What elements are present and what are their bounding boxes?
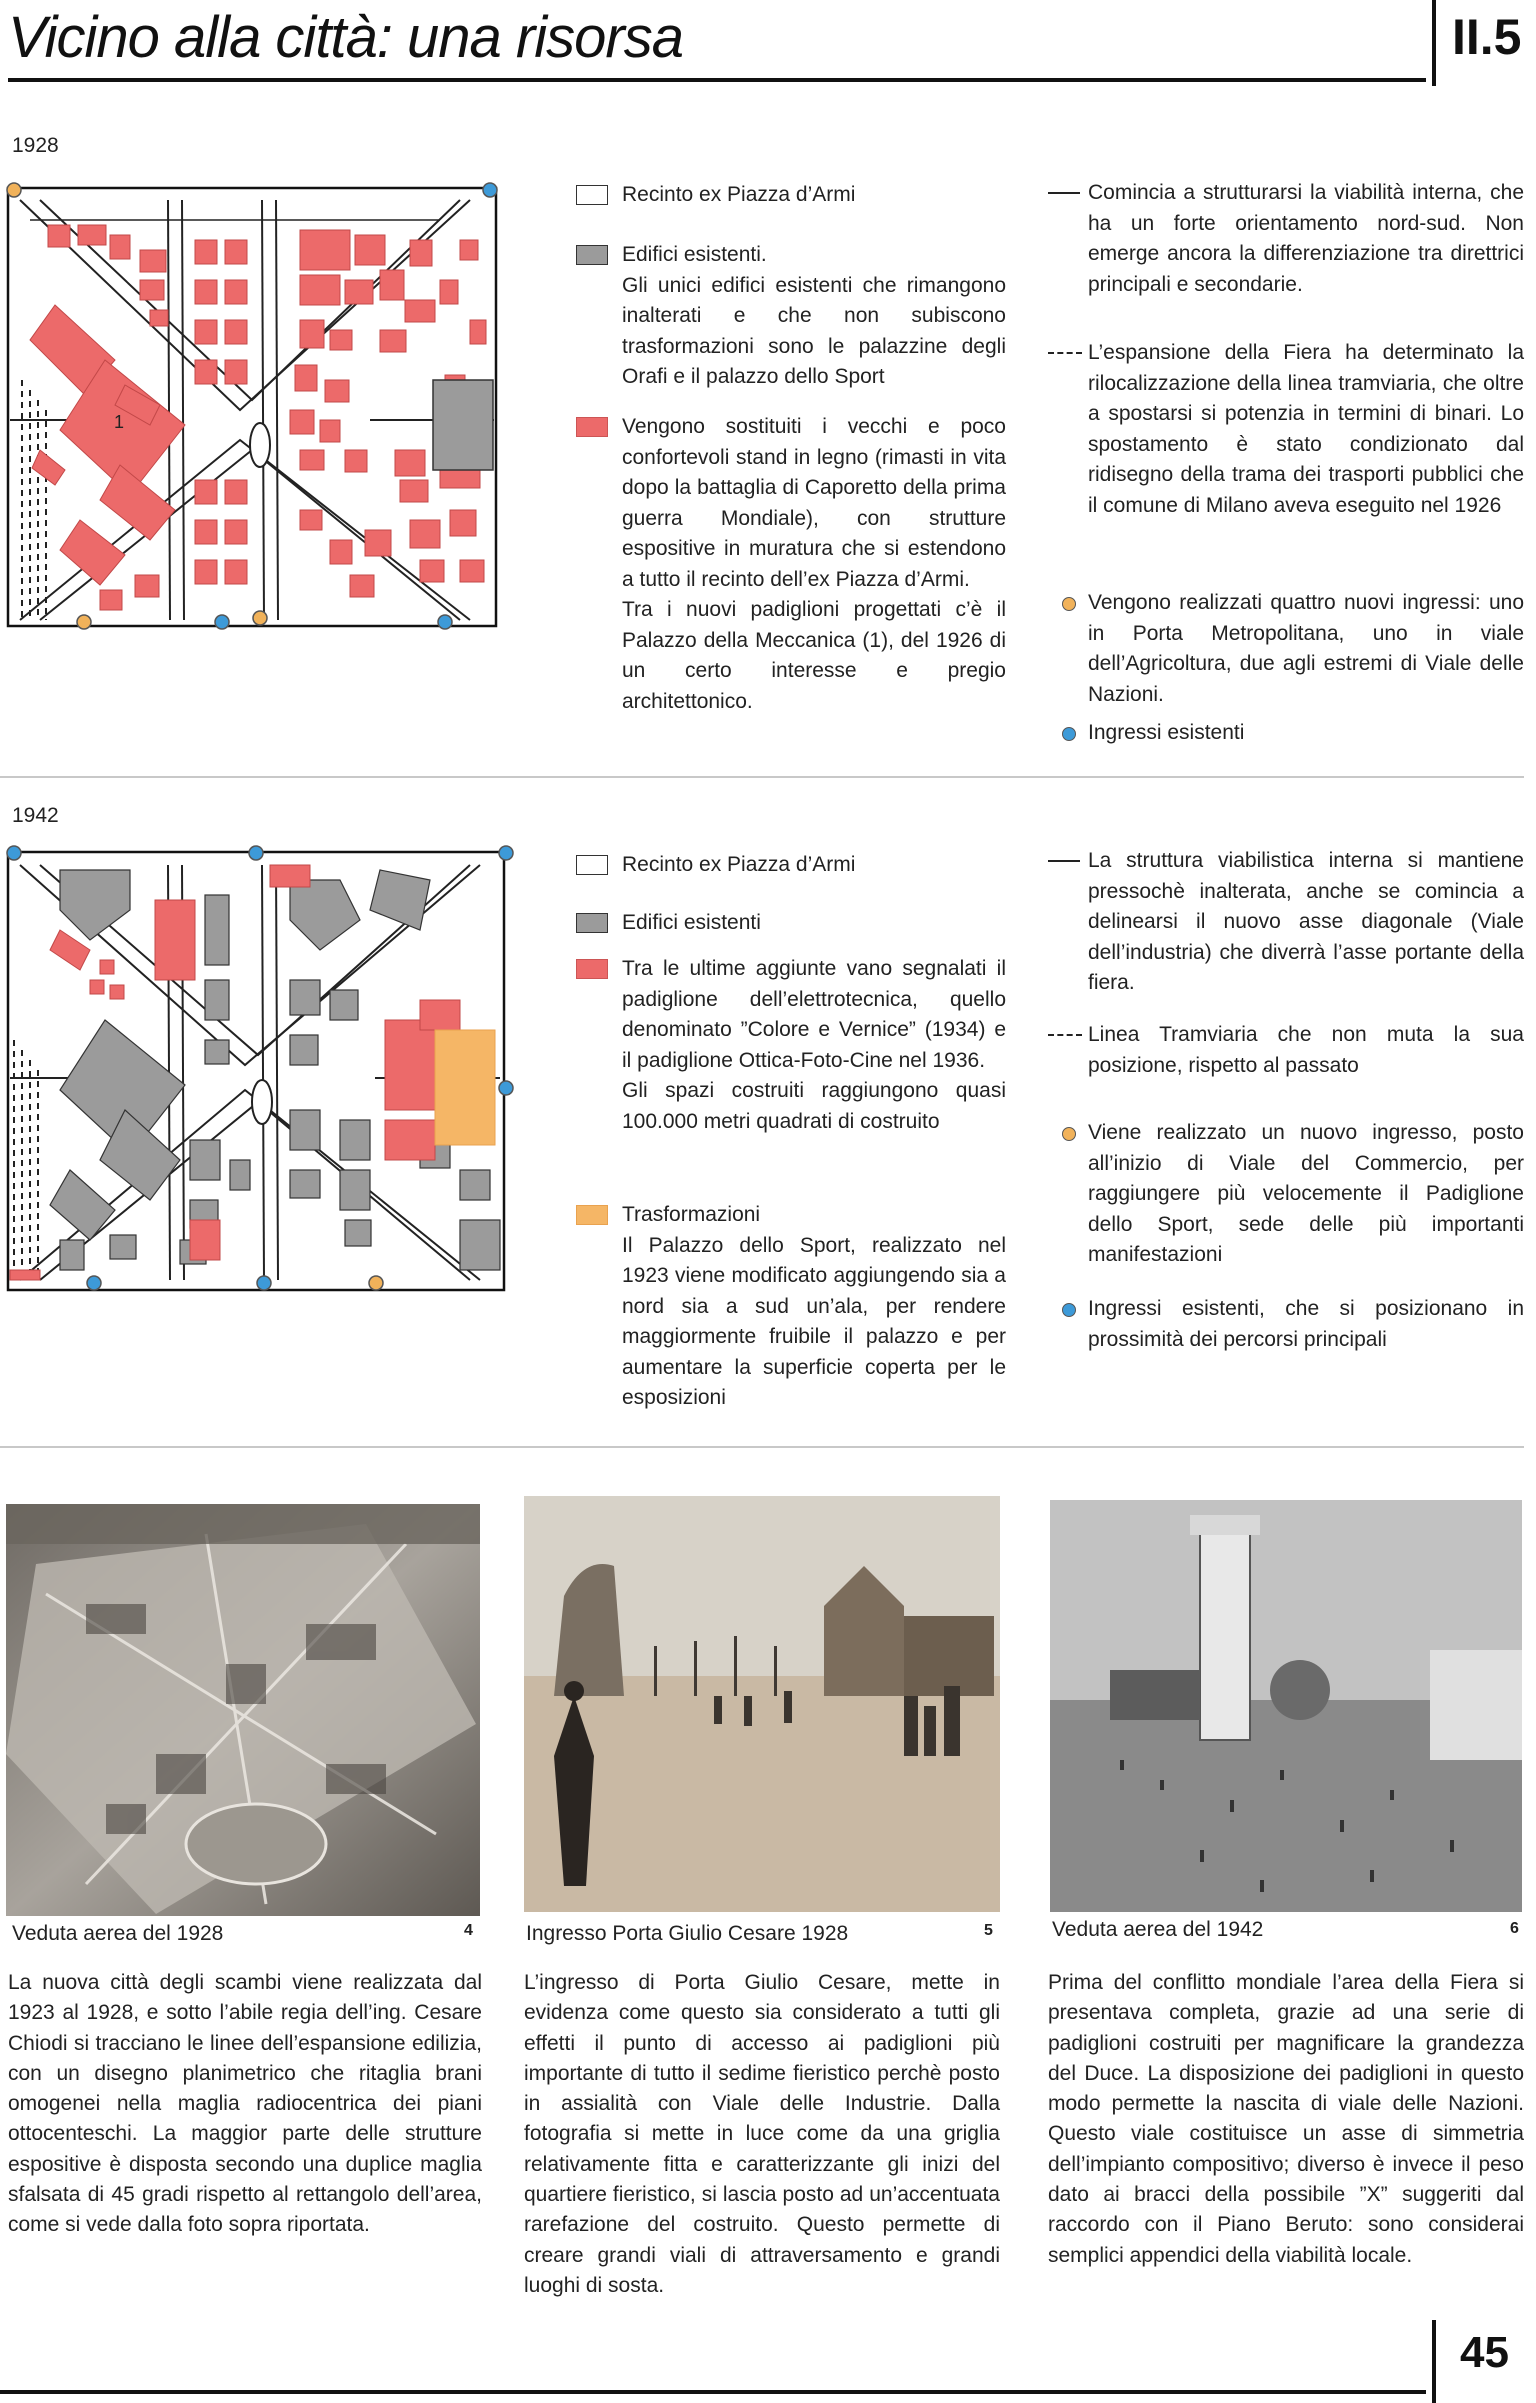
transform-body: Il Palazzo dello Sport, realizzato nel 1923 viene modificato aggiungendo sia a nord sia a sud un’ala, per rendere maggiormente fruibile il palazzo e per aumentare la superficie coperta per le esposizioni [622, 1233, 1006, 1409]
road-line-marker [1048, 860, 1080, 862]
new-swatch [576, 417, 608, 437]
note-tram-1942: Linea Tramviaria che non muta la sua posizione, rispetto al passato [1048, 1020, 1524, 1081]
separator-1 [0, 776, 1524, 778]
legend-existing-1928 [576, 240, 1006, 393]
figure-number-4: 4 [464, 1922, 473, 1939]
new-body: Tra le ultime aggiunte vano segnalati il padiglione dell’elettrotecnica, quello denominato ”Colore e Vernice” (1934) e il padiglione Ottica-Foto-Cine nel 1936. [622, 957, 1006, 1072]
map-1942 [0, 840, 515, 1300]
page-number: 45 [1460, 2328, 1509, 2377]
photo-aerial-1928 [6, 1504, 480, 1916]
recinto-swatch [576, 185, 608, 205]
year-label-1942: 1942 [12, 804, 59, 827]
new-entrance-dot [1062, 597, 1076, 611]
footer-divider [1432, 2320, 1436, 2403]
caption-photo-5: Ingresso Porta Giulio Cesare 1928 [526, 1922, 849, 1945]
year-label-1928: 1928 [12, 134, 59, 157]
paragraph-col-3: Prima del conflitto mondiale l’area della Fiera si presentava completa, grazie ad una serie di padiglioni costruiti per magnificare la grandezza del Duce. La disposizione dei padiglioni in questo modo permette la nascita di viale delle Nazioni. Questo viale costituisce un asse di simmetria dell’impianto compositivo; diverso è invece il peso dato ai bracci della possibile ”X” suggeriti dal raccordo con il Piano Beruto: sono considerai semplici appendici della viabilità locale. [1048, 1971, 1524, 2267]
header-divider [1432, 0, 1436, 86]
caption-photo-6: Veduta aerea del 1942 [1052, 1918, 1264, 1941]
note-new-entrances-1928: Vengono realizzati quattro nuovi ingressi: uno in Porta Metropolitana, uno in viale dell’Agricoltura, due agli estremi di Viale delle Nazioni. [1048, 588, 1524, 710]
title-rule [8, 78, 1426, 82]
figure-number-6: 6 [1510, 1920, 1519, 1937]
note-existing-entrances-1928: Ingressi esistenti [1048, 718, 1524, 749]
road-line-marker [1048, 192, 1080, 194]
footer-rule [0, 2390, 1426, 2394]
new-entrance-dot [1062, 1127, 1076, 1141]
separator-2 [0, 1446, 1524, 1448]
legend-recinto-1928: Recinto ex Piazza d’Armi [576, 180, 1006, 211]
photo-porta-giulio-cesare [524, 1496, 1000, 1912]
legend-existing-1942: Edifici esistenti [576, 908, 1006, 939]
new-body-2: Gli spazi costruiti raggiungono quasi 100.000 metri quadrati di costruito [622, 1079, 1006, 1133]
existing-body: Gli unici edifici esistenti che rimangono inalterati e che non subiscono trasformazioni sono le palazzine degli Orafi e il palazzo dello Sport [622, 273, 1006, 388]
existing-swatch [576, 913, 608, 933]
legend-new-1942 [576, 954, 1006, 1137]
section-code: II.5 [1452, 9, 1522, 65]
existing-entrance-dot [1062, 1303, 1076, 1317]
aerial-1928-image [6, 1504, 480, 1916]
new-swatch [576, 959, 608, 979]
page-title: Vicino alla città: una risorsa [8, 5, 683, 70]
porta-giulio-cesare-image [524, 1496, 1000, 1912]
legend-new-1928 [576, 412, 1006, 717]
page-header [0, 0, 1536, 86]
transform-title: Trasformazioni [622, 1203, 761, 1226]
aerial-1942-image [1050, 1500, 1522, 1912]
new-body: Vengono sostituiti i vecchi e poco confortevoli stand in legno (rimasti in vita dopo la battaglia di Caporetto della prima guerra Mondiale), con strutture espositive in muratura che si estendono a tutto il recinto dell’ex Piazza d’Armi. [622, 415, 1006, 591]
existing-title: Edifici esistenti. [622, 243, 767, 266]
map-1928 [0, 180, 510, 640]
note-tram-1928: L’espansione della Fiera ha determinato la rilocalizzazione della linea tramviaria, che oltre a spostarsi si potenzia in termini di binari. Lo spostamento è stato condizionato dal ridisegno della trama dei trasporti pubblici che il comune di Milano aveva eseguito nel 1926 [1048, 338, 1524, 521]
figure-number-5: 5 [984, 1922, 993, 1939]
note-viability-1928: Comincia a strutturarsi la viabilità interna, che ha un forte orientamento nord-sud. Non emerge ancora la differenziazione tra direttrici principali e secondarie. [1048, 178, 1524, 300]
tram-dash-marker [1048, 1034, 1082, 1036]
legend-transform-1942 [576, 1200, 1006, 1414]
map-1928-plan [0, 180, 510, 640]
legend-recinto-1942: Recinto ex Piazza d’Armi [576, 850, 1006, 881]
building-1-label: 1 [114, 412, 125, 432]
note-existing-entrances-1942: Ingressi esistenti, che si posizionano in prossimità dei percorsi principali [1048, 1294, 1524, 1355]
tram-dash-marker [1048, 352, 1082, 354]
caption-photo-4: Veduta aerea del 1928 [12, 1922, 224, 1945]
note-viability-1942: La struttura viabilistica interna si mantiene pressochè inalterata, anche se comincia a delinearsi il nuovo asse diagonale (Viale dell’industria) che diverrà l’asse portante della fiera. [1048, 846, 1524, 999]
note-new-entrance-1942: Viene realizzato un nuovo ingresso, posto all’inizio di Viale del Commercio, per raggiungere più velocemente il Padiglione dello Sport, sede delle più importanti manifestazioni [1048, 1118, 1524, 1271]
paragraph-col-2: L’ingresso di Porta Giulio Cesare, mette in evidenza come questo sia considerato a tutti gli effetti il punto di accesso ai padiglioni più importante di tutto il sedime fieristico perchè posto in assialità con Viale delle Industrie. Dalla fotografia si mette in luce come da una griglia relativamente fitta e caratterizzante gli inizi del quartiere fieristico, si lascia posto ad un’accentuata rarefazione del costruito. Questo permette di creare grandi viali di attraversamento e grandi luoghi di sosta. [524, 1971, 1000, 2297]
photo-aerial-1942 [1050, 1500, 1522, 1912]
paragraph-col-1: La nuova città degli scambi viene realizzata dal 1923 al 1928, e sotto l’abile regia dell’ing. Cesare Chiodi si tracciano le linee dell’espansione edilizia, con un disegno planimetrico che ritaglia brani omogenei nella maglia radiocentrica dei piani ottocenteschi. La maggior parte delle strutture espositive è disposta secondo una duplice maglia sfalsata di 45 gradi rispetto al rettangolo dell’area, come si vede dalla foto sopra riportata. [8, 1971, 482, 2237]
existing-swatch [576, 245, 608, 265]
transform-swatch [576, 1205, 608, 1225]
map-1942-plan [0, 840, 515, 1300]
existing-entrance-dot [1062, 727, 1076, 741]
new-body-2: Tra i nuovi padiglioni progettati c’è il Palazzo della Meccanica (1), del 1926 di un certo interesse e pregio architettonico. [622, 598, 1006, 713]
recinto-swatch [576, 855, 608, 875]
